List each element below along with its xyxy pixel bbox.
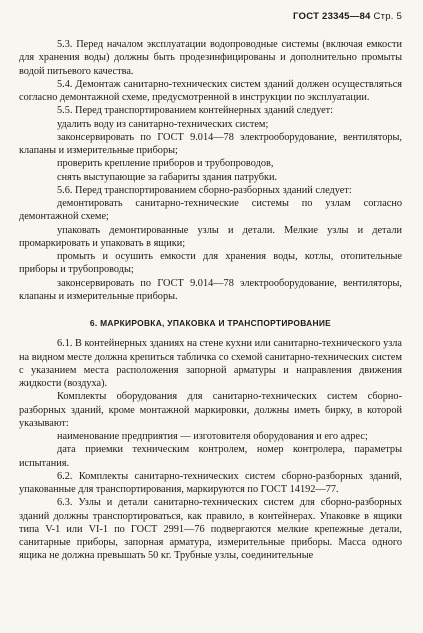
- list-item: законсервировать по ГОСТ 9.014—78 электрооборудование, вентиляторы, клапаны и измерительные приборы.: [19, 277, 402, 302]
- page-body: [19, 38, 402, 563]
- paragraph-5-5: 5.5. Перед транспортированием контейнерных зданий следует:: [57, 105, 334, 117]
- paragraph-6-1: 6.1. В контейнерных зданиях на стене кухни или санитарно-технического узла на видном месте должна крепиться табличка со схемой санитарно-технических систем с указанием места расположения запорной арматуры и направления движения жидкости (воздуха).: [19, 338, 402, 389]
- list-item: дата приемки техническим контролем, номер контролера, параметры испытания.: [19, 444, 402, 469]
- list-item: проверить крепление приборов и трубопроводов,: [57, 158, 274, 170]
- list-item: снять выступающие за габариты здания патрубки.: [57, 171, 278, 183]
- list-item: промыть и осушить емкости для хранения воды, котлы, отопительные приборы и трубопроводы;: [19, 251, 402, 276]
- paragraph-6-3: 6.3. Узлы и детали санитарно-технических систем для сборно-разборных зданий должны транспортироваться, как правило, в контейнерах. Упаковке в ящики типа V-1 или VI-1 по ГОСТ 2991—76 подвергаются мелкие крепежные детали, санитарные приборы, запорная арматура, измерительные приборы. Масса одного ящика не должна превышать 50 кг. Трубные узлы, соединительные: [19, 497, 402, 562]
- page-header: [293, 11, 402, 22]
- paragraph-5-6: 5.6. Перед транспортированием сборно-разборных зданий следует:: [57, 184, 352, 196]
- section-6-heading: 6. МАРКИРОВКА, УПАКОВКА И ТРАНСПОРТИРОВАНИЕ: [89, 318, 332, 328]
- list-item: законсервировать по ГОСТ 9.014—78 электрооборудование, вентиляторы, клапаны и измерительные приборы;: [19, 131, 402, 156]
- standard-code: ГОСТ 23345—84: [293, 11, 371, 22]
- list-item: удалить воду из санитарно-технических систем;: [57, 118, 269, 130]
- paragraph-6-2: 6.2. Комплекты санитарно-технических систем сборно-разборных зданий, упакованные для транспортирования, маркируются по ГОСТ 14192—77.: [19, 470, 402, 495]
- list-item: упаковать демонтированные узлы и детали. Мелкие узлы и детали промаркировать и упаковать в ящики;: [19, 224, 402, 249]
- paragraph-5-4: 5.4. Демонтаж санитарно-технических систем зданий должен осуществляться согласно демонтажной схеме, предусмотренной в инструкции по эксплуатации.: [19, 78, 402, 103]
- paragraph-5-3: 5.3. Перед началом эксплуатации водопроводные системы (включая емкости для хранения воды) должны быть продезинфицированы и дополнительно промыты водой питьевого качества.: [19, 39, 402, 77]
- paragraph: Комплекты оборудования для санитарно-технических систем сборно-разборных зданий, кроме монтажной маркировки, должны иметь бирку, в которой указывают:: [19, 391, 402, 429]
- list-item: наименование предприятия — изготовителя оборудования и его адрес;: [57, 431, 368, 442]
- list-item: демонтировать санитарно-технические системы по узлам согласно демонтажной схеме;: [19, 198, 402, 223]
- page-number: Стр. 5: [373, 11, 402, 22]
